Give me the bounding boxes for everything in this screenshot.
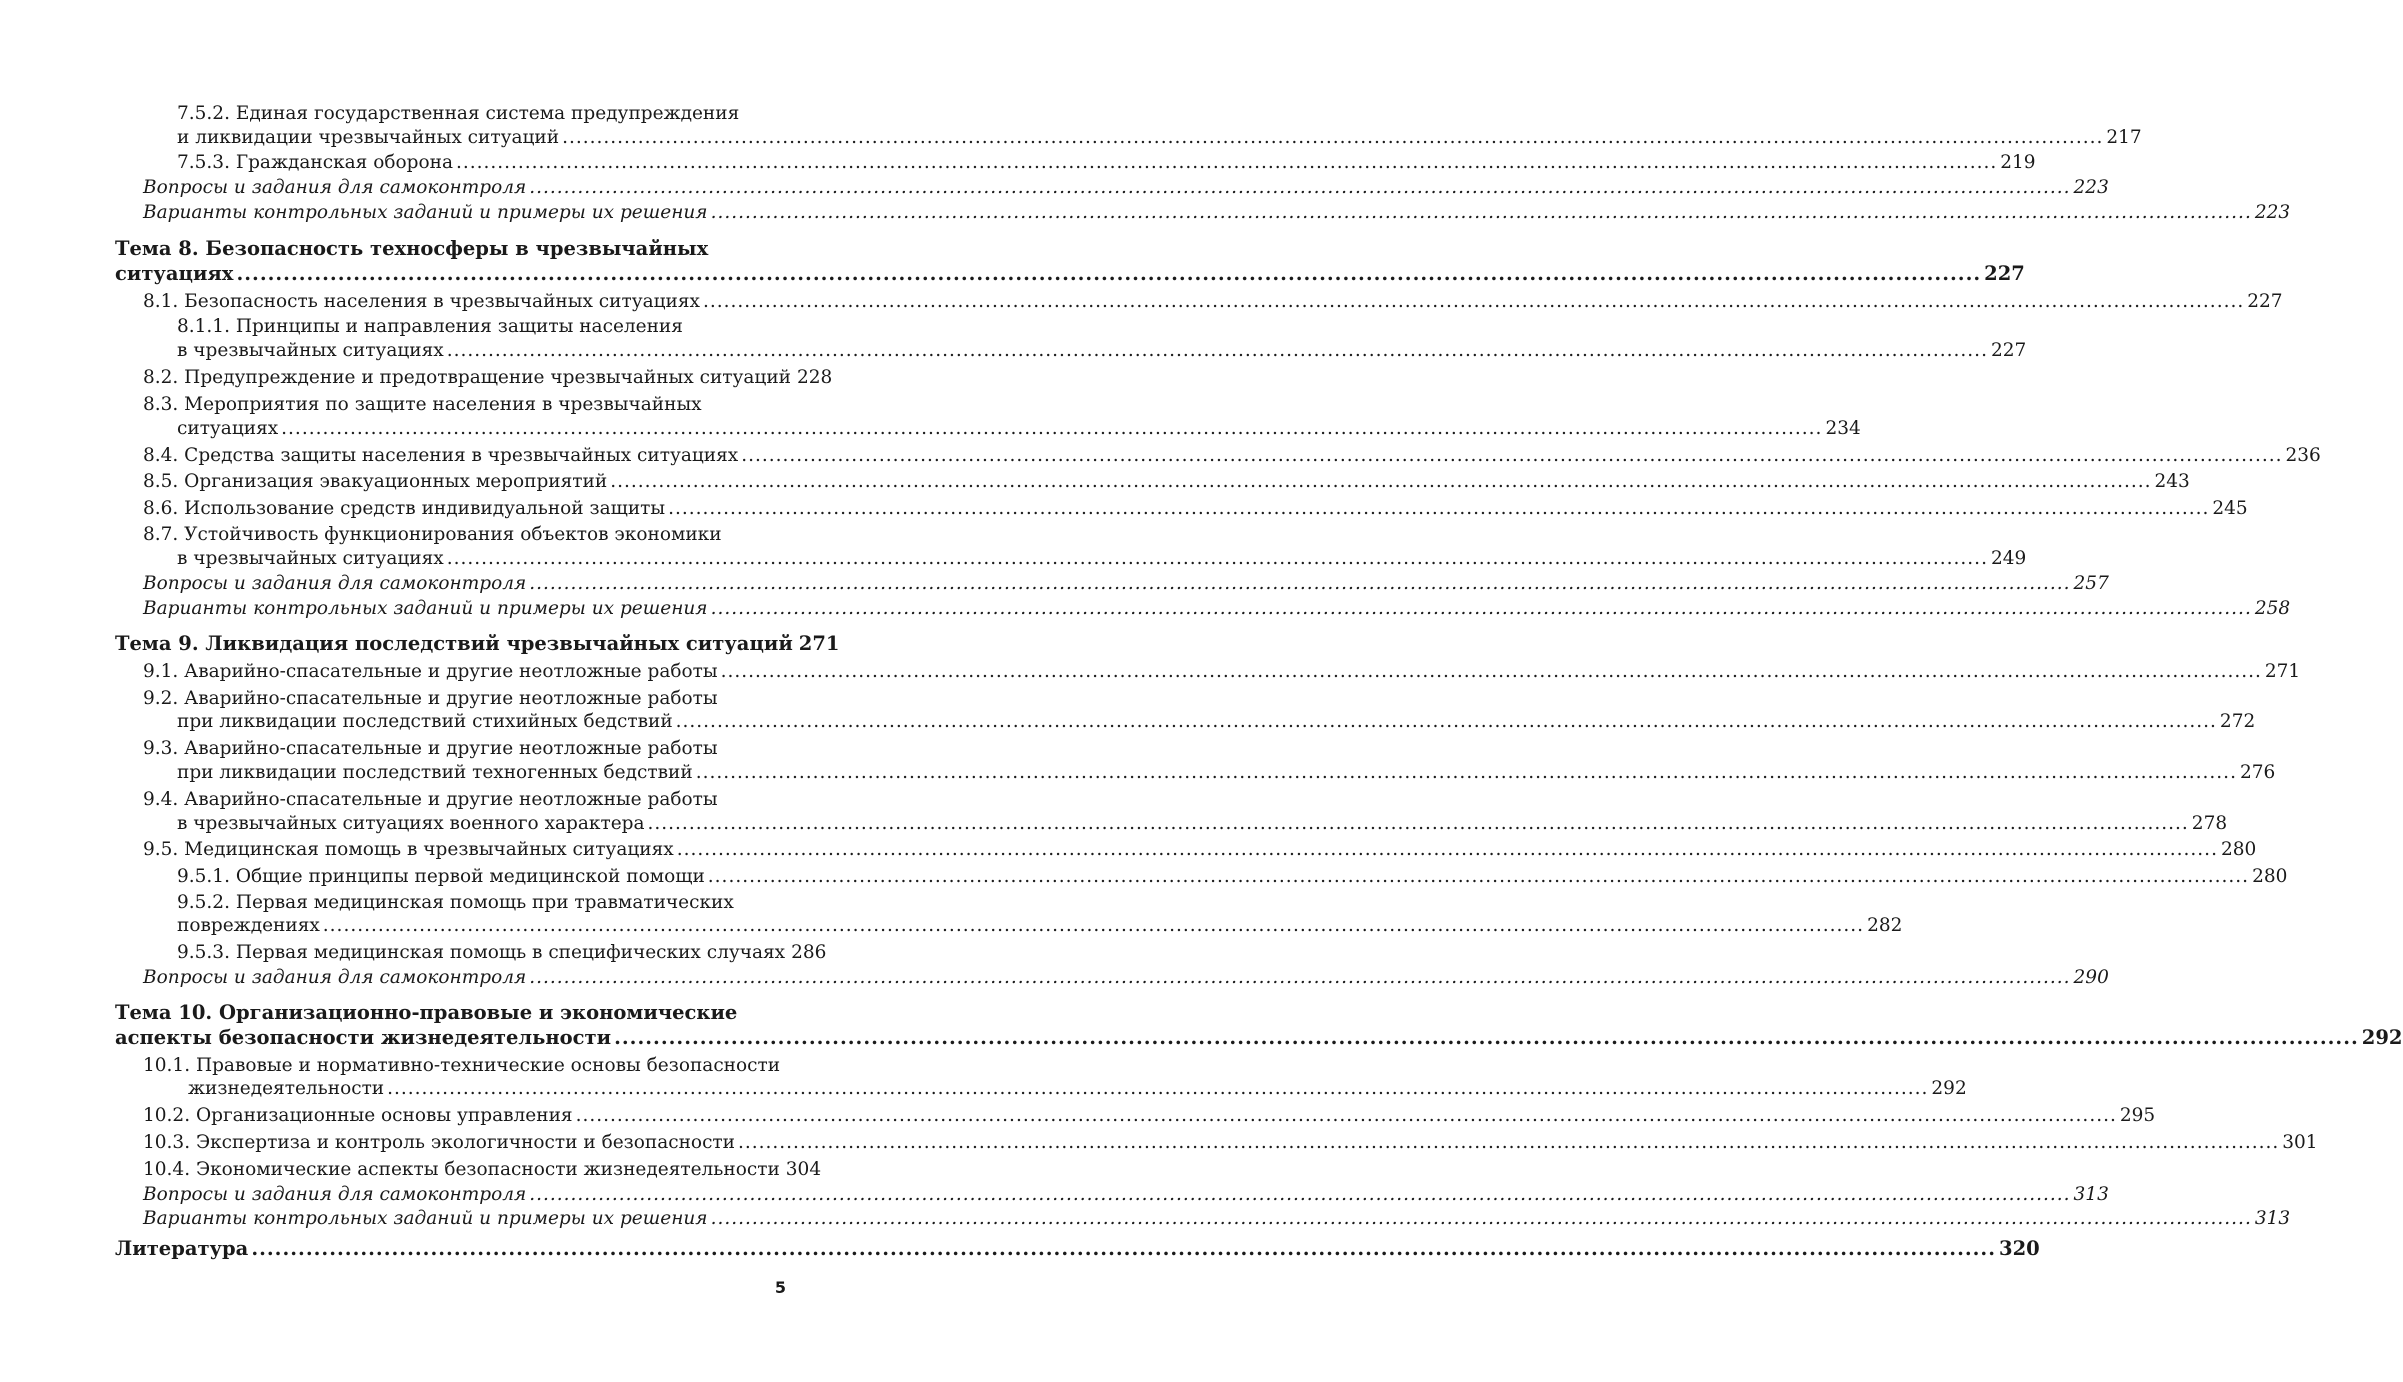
dot-leader xyxy=(648,811,2189,837)
toc-entry xyxy=(143,965,2109,991)
toc-entry xyxy=(143,392,786,418)
toc-entry xyxy=(143,1157,822,1183)
toc-page-number: 228 xyxy=(796,367,833,388)
toc-entry-title: 10.3. Экспертиза и контроль экологичности и безопасности xyxy=(143,1132,735,1153)
dot-leader xyxy=(387,1076,1928,1102)
dot-leader xyxy=(576,1103,2117,1129)
toc-entry xyxy=(143,469,2190,495)
toc-entry-title: Тема 8. Безопасность техносферы в чрезвычайных xyxy=(115,237,709,260)
toc-page-number: 320 xyxy=(1999,1237,2040,1260)
toc-entry-title: Варианты контрольных заданий и примеры их решения xyxy=(143,598,708,619)
toc-entry-title: и ликвидации чрезвычайных ситуаций xyxy=(177,127,560,148)
toc-entry-title: 9.1. Аварийно-спасательные и другие неотложные работы xyxy=(143,661,718,682)
toc-page-number: 278 xyxy=(2191,813,2228,834)
dot-leader xyxy=(721,659,2262,685)
toc-entry-title: Литература xyxy=(115,1237,249,1260)
toc-page-number: 227 xyxy=(1984,262,2025,285)
toc-entry-title: 9.5.1. Общие принципы первой медицинской помощи xyxy=(177,866,705,887)
toc-entry xyxy=(143,289,2283,315)
toc-entry xyxy=(177,101,786,127)
toc-entry-title: 8.2. Предупреждение и предотвращение чрезвычайных ситуаций xyxy=(143,367,791,388)
toc-page-number: 249 xyxy=(1990,548,2027,569)
toc-entry xyxy=(177,150,2036,176)
toc-page-number: 290 xyxy=(2073,967,2109,988)
toc-entry xyxy=(143,443,2321,469)
toc-entry-title: Тема 10. Организационно-правовые и экономические xyxy=(115,1001,738,1024)
toc-entry-title: жизнедеятельности xyxy=(188,1078,385,1099)
toc-page-number: 292 xyxy=(2361,1026,2403,1049)
toc-entry xyxy=(143,596,2291,622)
toc-page-number: 295 xyxy=(2119,1105,2156,1126)
dot-leader xyxy=(529,965,2070,991)
toc-entry-title: 10.2. Организационные основы управления xyxy=(143,1105,573,1126)
toc-page-number: 313 xyxy=(2073,1184,2109,1205)
toc-entry xyxy=(188,1076,1967,1102)
toc-entry xyxy=(177,760,2276,786)
toc-entry xyxy=(143,736,786,762)
toc-entry xyxy=(177,416,1861,442)
toc-entry-title: 8.7. Устойчивость функционирования объектов экономики xyxy=(143,524,722,545)
toc-entry-title: в чрезвычайных ситуациях xyxy=(177,548,444,569)
toc-entry xyxy=(143,1206,2291,1232)
toc-entry-title: 8.3. Мероприятия по защите населения в чрезвычайных xyxy=(143,394,702,415)
dot-leader xyxy=(703,289,2244,315)
toc-entry-title: Варианты контрольных заданий и примеры их решения xyxy=(143,1208,708,1229)
toc-page-number: 301 xyxy=(2282,1132,2318,1153)
toc-entry xyxy=(143,175,2109,201)
toc-page-number: 223 xyxy=(2254,202,2291,223)
dot-leader xyxy=(741,443,2282,469)
dot-leader xyxy=(668,496,2209,522)
toc-page-number: 272 xyxy=(2219,711,2256,732)
dot-leader xyxy=(676,709,2217,735)
toc-page-number: 245 xyxy=(2212,498,2248,519)
toc-entry xyxy=(177,546,2027,572)
toc-entry xyxy=(143,1182,2109,1208)
toc-entry xyxy=(143,571,2109,597)
toc-entry xyxy=(143,787,786,813)
dot-leader xyxy=(529,1182,2070,1208)
toc-entry-title: Вопросы и задания для самоконтроля xyxy=(143,573,527,594)
toc-entry xyxy=(177,864,2288,890)
toc-entry-title: 9.4. Аварийно-спасательные и другие неотложные работы xyxy=(143,789,718,810)
toc-page-number: 243 xyxy=(2154,471,2190,492)
dot-leader xyxy=(251,1236,1996,1262)
toc-page-number: 282 xyxy=(1867,915,1903,936)
toc-page-number: 258 xyxy=(2254,598,2291,619)
toc-entry xyxy=(177,338,2027,364)
toc-entry-title: 8.4. Средства защиты населения в чрезвычайных ситуациях xyxy=(143,445,739,466)
toc-page-number: 257 xyxy=(2073,573,2109,594)
toc-entry-title: 7.5.3. Гражданская оборона xyxy=(177,152,453,173)
toc-entry xyxy=(177,811,2228,837)
toc-entry-title: 8.5. Организация эвакуационных мероприятий xyxy=(143,471,608,492)
toc-entry xyxy=(143,659,2301,685)
toc-entry-title: Вопросы и задания для самоконтроля xyxy=(143,967,527,988)
dot-leader xyxy=(738,1130,2279,1156)
toc-page-number: 280 xyxy=(2220,839,2257,860)
toc-entry-title: ситуациях xyxy=(115,262,234,285)
toc-chapter-line xyxy=(115,1000,786,1026)
toc-chapter-line xyxy=(115,1236,2040,1262)
toc-chapter-line xyxy=(115,236,786,262)
dot-leader xyxy=(610,469,2151,495)
dot-leader xyxy=(711,200,2252,226)
toc-entry xyxy=(143,365,833,391)
toc-entry-title: при ликвидации последствий техногенных бедствий xyxy=(177,762,693,783)
toc-page-number: 276 xyxy=(2239,762,2276,783)
toc-page-number: 227 xyxy=(1990,340,2027,361)
toc-entry-title: 9.3. Аварийно-спасательные и другие неотложные работы xyxy=(143,738,718,759)
toc-page-number: 223 xyxy=(2073,177,2109,198)
toc-page-number: 271 xyxy=(2264,661,2301,682)
toc-entry xyxy=(177,940,827,966)
toc-entry xyxy=(177,125,2142,151)
toc-entry-title: 8.1. Безопасность населения в чрезвычайных ситуациях xyxy=(143,291,700,312)
dot-leader xyxy=(562,125,2103,151)
dot-leader xyxy=(614,1025,2359,1051)
toc-entry-title: 9.5. Медицинская помощь в чрезвычайных ситуациях xyxy=(143,839,674,860)
dot-leader xyxy=(456,150,1997,176)
toc-entry-title: 9.5.2. Первая медицинская помощь при травматических xyxy=(177,892,734,913)
toc-entry-title: ситуациях xyxy=(177,418,279,439)
toc-page-number: 304 xyxy=(785,1159,822,1180)
toc-entry xyxy=(177,314,786,340)
toc-page-number: 286 xyxy=(791,942,827,963)
toc-entry xyxy=(143,1103,2156,1129)
dot-leader xyxy=(447,338,1988,364)
toc-entry-title: Вопросы и задания для самоконтроля xyxy=(143,1184,527,1205)
dot-leader xyxy=(711,1206,2252,1232)
toc-page-number: 271 xyxy=(798,632,840,655)
toc-entry xyxy=(143,522,786,548)
dot-leader xyxy=(236,261,1981,287)
toc-page-number: 234 xyxy=(1825,418,1861,439)
dot-leader xyxy=(708,864,2249,890)
toc-entry-title: Тема 9. Ликвидация последствий чрезвычайных ситуаций xyxy=(115,632,793,655)
toc-entry-title: Варианты контрольных заданий и примеры их решения xyxy=(143,202,708,223)
dot-leader xyxy=(677,837,2218,863)
toc-entry-title: повреждениях xyxy=(177,915,320,936)
toc-entry-title: 10.4. Экономические аспекты безопасности жизнедеятельности xyxy=(143,1159,780,1180)
toc-page-number: 292 xyxy=(1931,1078,1967,1099)
toc-chapter-line xyxy=(115,631,840,657)
toc-entry-title: Вопросы и задания для самоконтроля xyxy=(143,177,527,198)
dot-leader xyxy=(711,596,2252,622)
toc-chapter-line xyxy=(115,1025,2403,1051)
toc-chapter-line xyxy=(115,261,2025,287)
toc-entry xyxy=(143,1130,2318,1156)
toc-entry-title: в чрезвычайных ситуациях xyxy=(177,340,444,361)
toc-entry-title: 8.6. Использование средств индивидуальной защиты xyxy=(143,498,666,519)
dot-leader xyxy=(529,571,2070,597)
toc-entry-title: 10.1. Правовые и нормативно-технические основы безопасности xyxy=(143,1055,781,1076)
toc-entry-title: при ликвидации последствий стихийных бедствий xyxy=(177,711,673,732)
toc-entry xyxy=(177,709,2256,735)
dot-leader xyxy=(447,546,1988,572)
toc-page-number: 227 xyxy=(2247,291,2283,312)
dot-leader xyxy=(529,175,2070,201)
dot-leader xyxy=(281,416,1822,442)
toc-entry xyxy=(143,837,2257,863)
toc-entry xyxy=(177,913,1903,939)
toc-entry-title: в чрезвычайных ситуациях военного характера xyxy=(177,813,645,834)
toc-page-number: 236 xyxy=(2285,445,2321,466)
toc-page-number: 219 xyxy=(2000,152,2036,173)
toc-entry-title: 9.2. Аварийно-спасательные и другие неотложные работы xyxy=(143,688,718,709)
toc-entry-title: 9.5.3. Первая медицинская помощь в специфических случаях xyxy=(177,942,786,963)
dot-leader xyxy=(696,760,2237,786)
toc-entry-title: 8.1.1. Принципы и направления защиты населения xyxy=(177,316,683,337)
toc-entry-title: аспекты безопасности жизнедеятельности xyxy=(115,1026,612,1049)
toc-entry xyxy=(143,496,2248,522)
dot-leader xyxy=(323,913,1864,939)
toc-page-number: 217 xyxy=(2106,127,2142,148)
toc-page-number: 313 xyxy=(2254,1208,2291,1229)
toc-entry xyxy=(143,200,2291,226)
toc-entry-title: 7.5.2. Единая государственная система предупреждения xyxy=(177,103,740,124)
toc-page-number: 280 xyxy=(2252,866,2288,887)
page-number: 5 xyxy=(774,1278,786,1297)
